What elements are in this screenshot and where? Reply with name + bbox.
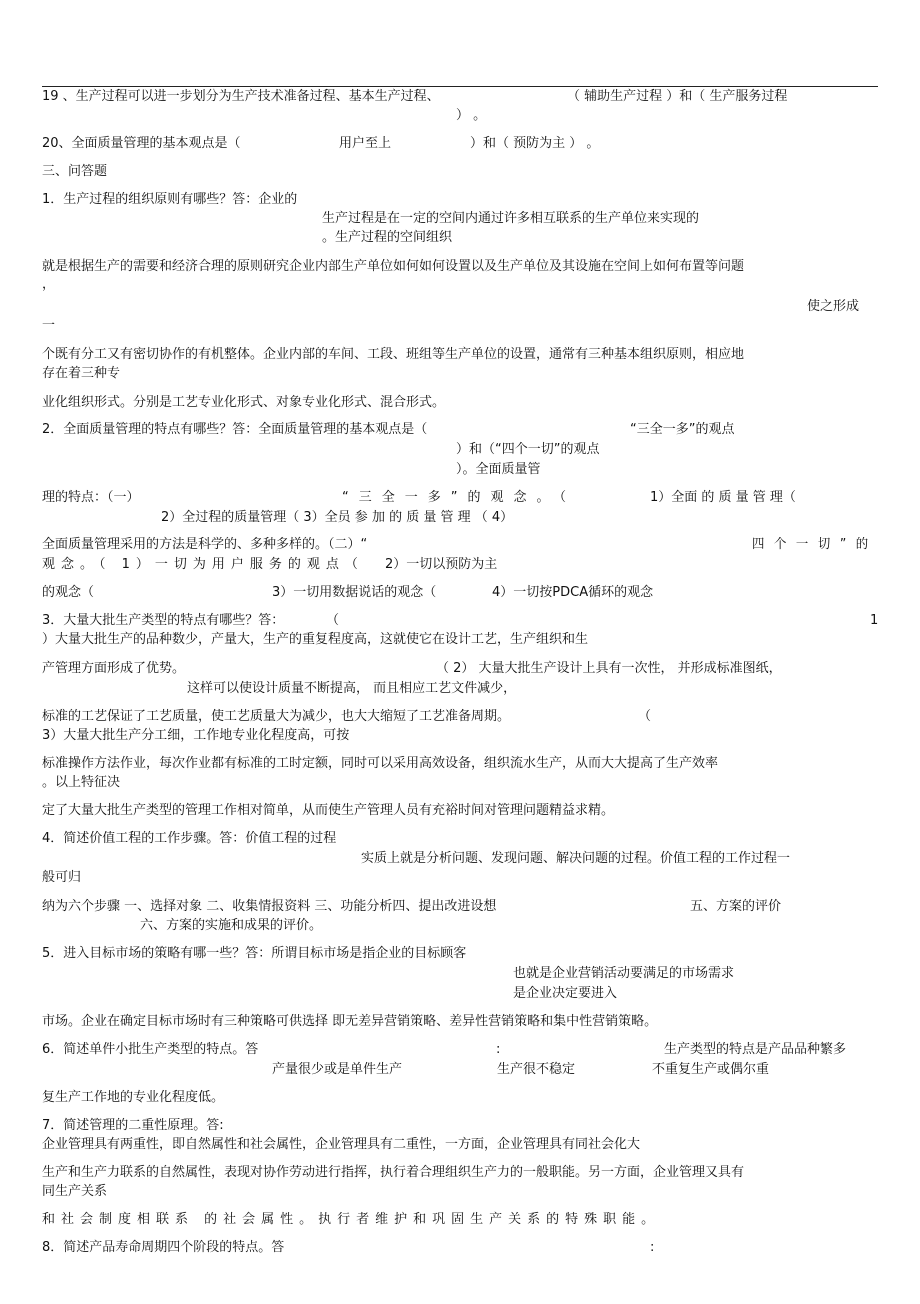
a3-line: 。以上特征决 xyxy=(42,775,121,790)
a3-line: 这样可以使设计质量不断提高， 而且相应工艺文件减少， xyxy=(187,681,517,696)
header-rule xyxy=(42,86,878,87)
a2-line: 四个一切”的 xyxy=(752,537,878,552)
section-heading: 三、问答题 xyxy=(42,164,108,179)
a8-question: 8．简述产品寿命周期四个阶段的特点。答 xyxy=(42,1240,285,1255)
a2-line: ）和（“四个一切”的观点 xyxy=(456,442,600,457)
a2-line: 观念。（ 1）一切为用户服务的观点（ xyxy=(42,557,364,572)
a4-line: 般可归 xyxy=(42,870,82,885)
a1-line: 使之形成 xyxy=(807,299,860,314)
a2-line: 4）一切按PDCA循环的观念 xyxy=(492,585,654,600)
a4-line: 实质上就是分析问题、发现问题、解决问题的过程。价值工程的工作过程一 xyxy=(361,851,791,866)
a6-question: 6．简述单件小批生产类型的特点。答 xyxy=(42,1042,259,1057)
a2-line: 全面质量管理采用的方法是科学的、多种多样的。（二）“ xyxy=(42,537,368,552)
a7-line: 生产和生产力联系的自然属性，表现对协作劳动进行指挥，执行着合理组织生产力的一般职能。另一方面，企业管理又具有 xyxy=(42,1165,745,1180)
a3-line: 3）大量大批生产分工细，工作地专业化程度高，可按 xyxy=(42,728,350,743)
a6-line: : xyxy=(496,1042,501,1057)
a1-line: 个既有分工又有密切协作的有机整体。企业内部的车间、工段、班组等生产单位的设置，通常有三种基本组织原则，相应地 xyxy=(42,347,745,362)
a1-line: 生产过程是在一定的空间内通过许多相互联系的生产单位来实现的 xyxy=(322,211,700,226)
a6-line: 生产类型的特点是产品品种繁多 xyxy=(664,1042,847,1057)
a1-line: 一 xyxy=(42,318,56,333)
a4-line: 六、方案的实施和成果的评价。 xyxy=(140,918,323,933)
a2-line: 2）全过程的质量管理（ 3）全员 参 加 的 质 量 管 理 （ 4） xyxy=(161,510,514,525)
q19-answers: （ 辅助生产过程 ）和（ 生产服务过程 xyxy=(567,89,788,104)
a1-line: 。生产过程的空间组织 xyxy=(322,230,453,245)
a7-line: 和社会制度相联系 的社会属性。执行者维护和巩固生产关系的特殊职能。 xyxy=(42,1212,661,1227)
a2-line: 1）全面 的 质 量 管 理（ xyxy=(650,490,796,505)
a3-question: 3．大量大批生产类型的特点有哪些？答： xyxy=(42,613,285,628)
a3-line: 1 xyxy=(870,613,879,628)
a3-line: （ xyxy=(638,709,652,724)
a5-line: 也就是企业营销活动要满足的市场需求 xyxy=(513,966,735,981)
a2-line: 3）一切用数据说话的观念（ xyxy=(272,585,437,600)
a1-line: 存在着三种专 xyxy=(42,366,121,381)
q20-text: 20、全面质量管理的基本观点是（ xyxy=(42,136,241,151)
a2-line: 的观念（ xyxy=(42,585,95,600)
a4-line: 五、方案的评价 xyxy=(690,899,782,914)
a8-line: : xyxy=(650,1240,655,1255)
a6-line: 不重复生产或偶尔重 xyxy=(652,1062,770,1077)
a2-question: 2．全面质量管理的特点有哪些？答：全面质量管理的基本观点是（ xyxy=(42,422,428,437)
a3-line: （ 2） 大量大批生产设计上具有一次性， 并形成标准图纸， xyxy=(436,661,782,676)
a6-line: 产量很少或是单件生产 xyxy=(272,1062,403,1077)
a2-line: ）。全面质量管 xyxy=(456,462,541,477)
a1-line: ， xyxy=(42,277,56,292)
a2-line: 理的特点：（一） xyxy=(42,490,140,505)
a2-line: “三全一多”的观念。（ xyxy=(342,490,576,505)
a7-line: 企业管理具有两重性，即自然属性和社会属性，企业管理具有二重性，一方面，企业管理具有同社会化大 xyxy=(42,1137,641,1152)
q20-answer1: 用户至上 xyxy=(339,136,392,151)
a1-question: 1．生产过程的组织原则有哪些？答：企业的 xyxy=(42,192,298,207)
a1-line: 业化组织形式。分别是工艺专业化形式、对象专业化形式、混合形式。 xyxy=(42,395,446,410)
a6-line: 复生产工作地的专业化程度低。 xyxy=(42,1090,225,1105)
a2-line: 2）一切以预防为主 xyxy=(385,557,498,572)
q19-close: ） 。 xyxy=(456,108,487,123)
q20-answer2: ）和（ 预防为主 ） 。 xyxy=(470,136,600,151)
a4-question: 4．简述价值工程的工作步骤。答：价值工程的过程 xyxy=(42,831,337,846)
q19-text: 19 、生产过程可以进一步划分为生产技术准备过程、基本生产过程、 xyxy=(42,89,440,104)
a3-line: 标准操作方法作业，每次作业都有标准的工时定额，同时可以采用高效设备，组织流水生产，从而大大提高了生产效率 xyxy=(42,756,719,771)
a3-line: ）大量大批生产的品种数少，产量大，生产的重复程度高，这就使它在设计工艺，生产组织和生 xyxy=(42,632,589,647)
a5-question: 5．进入目标市场的策略有哪一些？答：所谓目标市场是指企业的目标顾客 xyxy=(42,946,467,961)
a4-line: 纳为六个步骤 一、选择对象 二、收集情报资料 三、功能分析四、提出改进设想 xyxy=(42,899,497,914)
a3-line: （ xyxy=(326,613,340,628)
a3-line: 产管理方面形成了优势。 xyxy=(42,661,186,676)
a1-line: 就是根据生产的需要和经济合理的原则研究企业内部生产单位如何如何设置以及生产单位及其设施在空间上如何布置等问题 xyxy=(42,259,745,274)
a7-line: 同生产关系 xyxy=(42,1184,108,1199)
a3-line: 标准的工艺保证了工艺质量，使工艺质量大为减少，也大大缩短了工艺准备周期。 xyxy=(42,709,511,724)
a5-line: 是企业决定要进入 xyxy=(513,986,618,1001)
a7-question: 7．简述管理的二重性原理。答: xyxy=(42,1118,224,1133)
a5-line: 市场。企业在确定目标市场时有三种策略可供选择 即无差异营销策略、差异性营销策略和集中性营销策略。 xyxy=(42,1014,658,1029)
a2-line: “三全一多”的观点 xyxy=(630,422,735,437)
a3-line: 定了大量大批生产类型的管理工作相对简单，从而使生产管理人员有充裕时间对管理问题精益求精。 xyxy=(42,803,615,818)
a6-line: 生产很不稳定 xyxy=(497,1062,576,1077)
